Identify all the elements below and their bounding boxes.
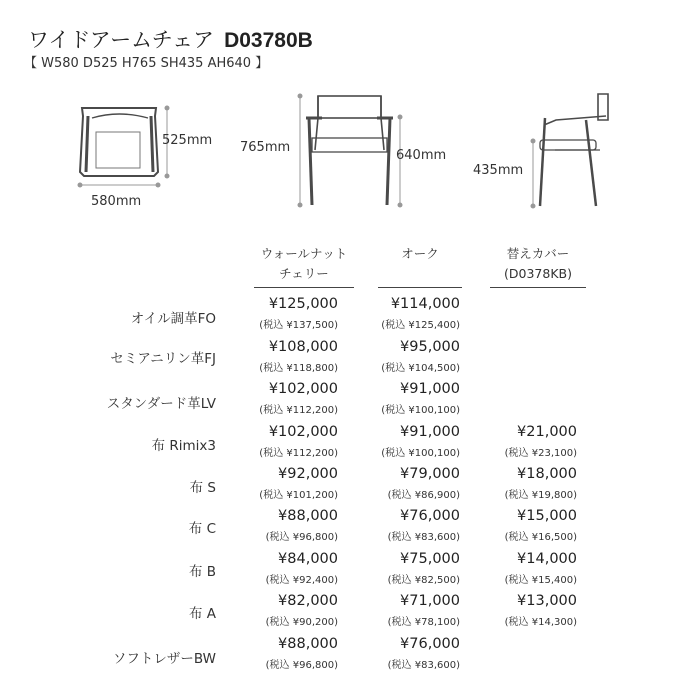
price-with-tax: (税込 ¥137,500) (259, 320, 338, 331)
price: ¥102,000 (268, 381, 338, 397)
price-with-tax: (税込 ¥100,100) (381, 448, 460, 459)
price: ¥76,000 (400, 508, 460, 524)
column-divider (490, 287, 586, 288)
price: ¥102,000 (268, 424, 338, 440)
price: ¥71,000 (400, 593, 460, 609)
row-label-soft-leather: ソフトレザーBW (112, 651, 216, 667)
price: ¥75,000 (400, 551, 460, 567)
price: ¥15,000 (517, 508, 577, 524)
row-label-standard-leather: スタンダード革LV (106, 396, 216, 412)
height-label: 765mm (240, 140, 291, 155)
arm-height-label: 640mm (396, 148, 447, 163)
price: ¥21,000 (517, 424, 577, 440)
front-view-chair-icon (306, 96, 393, 205)
price-with-tax: (税込 ¥96,800) (265, 532, 338, 543)
price: ¥76,000 (400, 636, 460, 652)
price: ¥14,000 (517, 551, 577, 567)
price-with-tax: (税込 ¥96,800) (265, 660, 338, 671)
price: ¥114,000 (390, 296, 460, 312)
page-title (28, 24, 313, 54)
price: ¥108,000 (268, 339, 338, 355)
depth-label: 525mm (162, 133, 213, 148)
column-header-walnut-cherry: ウォールナット チェリー (260, 246, 348, 281)
column-divider (378, 287, 462, 288)
price-with-tax: (税込 ¥83,600) (387, 532, 460, 543)
product-name: ワイドアームチェア (28, 28, 215, 52)
price-with-tax: (税込 ¥83,600) (387, 660, 460, 671)
price-with-tax: (税込 ¥14,300) (504, 617, 577, 628)
price: ¥91,000 (400, 424, 460, 440)
price-with-tax: (税込 ¥19,800) (504, 490, 577, 501)
price-with-tax: (税込 ¥90,200) (265, 617, 338, 628)
price: ¥125,000 (268, 296, 338, 312)
price-with-tax: (税込 ¥82,500) (387, 575, 460, 586)
price: ¥88,000 (278, 636, 338, 652)
price: ¥84,000 (278, 551, 338, 567)
row-label-oil-leather: オイル調革FO (130, 311, 216, 327)
row-label-semi-aniline-leather: セミアニリン革FJ (110, 351, 216, 367)
width-label: 580mm (91, 194, 142, 209)
price: ¥18,000 (517, 466, 577, 482)
row-label-fabric-a: 布 A (188, 606, 216, 622)
price-with-tax: (税込 ¥92,400) (265, 575, 338, 586)
price: ¥13,000 (517, 593, 577, 609)
price: ¥95,000 (400, 339, 460, 355)
seat-height-label: 435mm (473, 163, 524, 178)
row-label-fabric-rimix3: 布 Rimix3 (151, 438, 216, 454)
price-with-tax: (税込 ¥16,500) (504, 532, 577, 543)
price-with-tax: (税込 ¥15,400) (504, 575, 577, 586)
price: ¥92,000 (278, 466, 338, 482)
column-header-cover: 替えカバー (D0378KB) (504, 246, 572, 281)
side-view-chair-icon (540, 94, 608, 206)
price-with-tax: (税込 ¥125,400) (381, 320, 460, 331)
price-with-tax: (税込 ¥86,900) (387, 490, 460, 501)
price: ¥88,000 (278, 508, 338, 524)
price-with-tax: (税込 ¥112,200) (259, 448, 338, 459)
model-number: D03780B (224, 29, 313, 52)
row-label-fabric-c: 布 C (188, 521, 216, 537)
row-label-fabric-b: 布 B (188, 564, 216, 580)
price: ¥79,000 (400, 466, 460, 482)
column-divider (254, 287, 354, 288)
price-with-tax: (税込 ¥23,100) (504, 448, 577, 459)
top-view-chair-icon (80, 108, 158, 176)
side-view-dimension-lines (531, 139, 536, 209)
price: ¥82,000 (278, 593, 338, 609)
price-with-tax: (税込 ¥112,200) (259, 405, 338, 416)
price: ¥91,000 (400, 381, 460, 397)
dimension-summary: 【 W580 D525 H765 SH435 AH640 】 (24, 56, 269, 71)
price-with-tax: (税込 ¥78,100) (387, 617, 460, 628)
price-with-tax: (税込 ¥104,500) (381, 363, 460, 374)
price-with-tax: (税込 ¥101,200) (259, 490, 338, 501)
row-label-fabric-s: 布 S (189, 480, 216, 496)
price-with-tax: (税込 ¥118,800) (259, 363, 338, 374)
price-with-tax: (税込 ¥100,100) (381, 405, 460, 416)
column-header-oak: オーク (401, 246, 439, 261)
